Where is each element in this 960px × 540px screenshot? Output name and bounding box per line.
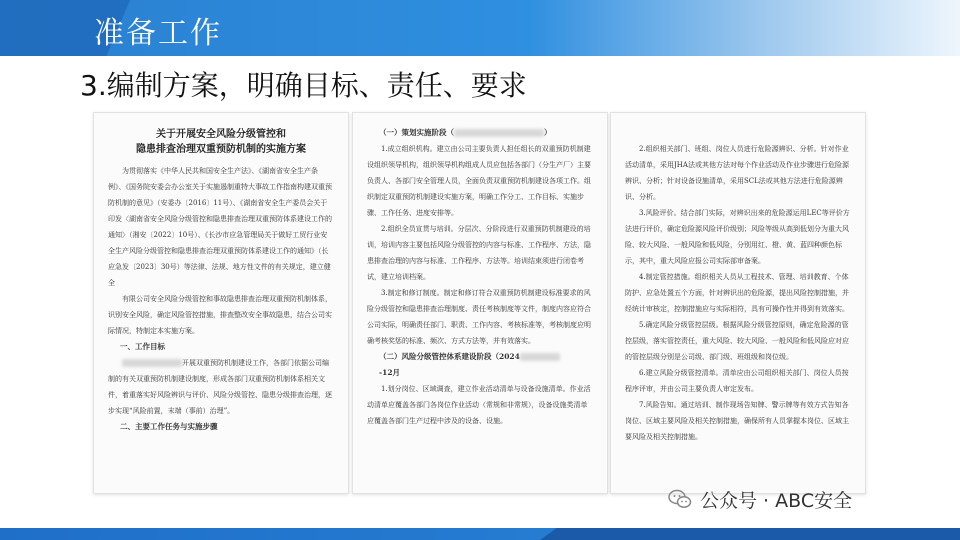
document-page-3	[610, 112, 866, 494]
document-title	[94, 127, 348, 157]
document-title-line-1: 关于开展安全风险分级管控和	[156, 129, 286, 140]
watermark	[668, 488, 852, 510]
redaction	[122, 359, 182, 367]
redaction	[454, 129, 544, 137]
slide-subtitle: 3.编制方案，明确目标、责任、要求	[80, 69, 527, 102]
doc1-paragraph-2: 有限公司安全风险分级管控和事故隐患排查治理双重预防机制体系，识别安全风险，确定风险管控措施，排查整改安全事故隐患，结合公司实际情况，特制定本实施方案。	[108, 295, 332, 335]
document-page-1	[93, 112, 349, 494]
doc1-paragraph-1: 为贯彻落实《中华人民共和国安全生产法》、《湖南省安全生产条例》、《国务院安委会办公室关于实施遏制重特大事故工作指南构建双重预防机制的意见》（安委办〔2016〕11号）、《湖南省安全生产委员会关于印发〈湖南省安全风险分级管控和隐患排查治理双重预防体系建设工作的通知〉（湘安〔2022〕10号）、《长沙市应急管理局关于做好工贸行业安全生产风险分级管控和隐患排查治理双重预防体系建设工作的通知》（长应急发〔2023〕30号）等法律、法规、地方性文件的有关规定，建立健全	[108, 167, 332, 287]
footer-accent	[540, 528, 960, 540]
document-page-2	[352, 112, 608, 494]
header-bar	[0, 0, 960, 56]
slide-title: 准备工作	[94, 16, 222, 51]
footer-bar	[0, 528, 960, 540]
doc1-paragraph-3: 开展双重预防机制建设工作，各部门依据公司编制的有关双重预防机制建设制度，形成各部门双重预防机制体系相关文件，着重落实好风险辨识与评价、风险分级管控、隐患分级排查治理，逐步实现“风险前置，末端（事前）治理”。	[108, 359, 332, 415]
doc2-heading-2: （二）风险分级管控体系建设阶段（2024	[353, 349, 607, 365]
doc3-paragraph-6: 7.风险告知。通过培训、制作现场告知牌、警示牌等有效方式告知各岗位、区域主要风险及相关控制措施，确保所有人员掌握本岗位、区域主要风险及相关控制措施。	[625, 401, 849, 441]
doc2-heading-2b: -12月	[379, 368, 401, 377]
doc1-heading-2: 二、主要工作任务与实施步骤	[120, 422, 218, 431]
doc3-paragraph-3: 4.制定管控措施。组织相关人员从工程技术、管理、培训教育、个体防护、应急处置五个方面，针对辨识出的危险源，提出风险控制措施，并经统计审核定，控制措施应与实际相符，具有可操作性并得到有效落实。	[625, 273, 849, 313]
doc2-paragraph-4: 1.划分岗位、区域调查，建立作业活动清单与设备设施清单。作业活动清单应覆盖各部门各岗位作业活动（常规和非常规），设备设施类清单应覆盖各部门生产过程中涉及的设备、设施。	[367, 385, 591, 425]
doc2-paragraph-1: 1.成立组织机构。建立由公司主要负责人担任组长的双重预防机制建设组织领导机构，组织领导机构组成人员应包括各部门（分生产厂）主要负责人、各部门安全管理人员，全面负责双重预防机制建设各项工作。组织制定双重预防机制建设实施方案，明确工作分工、工作目标、实施步骤、工作任务、进度安排等。	[367, 145, 591, 217]
doc3-paragraph-2: 3.风险评价。结合部门实际，对辨识出来的危险源运用LEC等评价方法进行评价，确定危险源风险评价级别；风险等级从高到低划分为重大风险、较大风险、一般风险和低风险，分别用红、橙、黄、蓝四种颜色标示，其中，重大风险应报公司实际部审备案。	[625, 209, 850, 265]
doc3-paragraph-5: 6.建立风险分级管控清单。清单应由公司组织相关部门、岗位人员按程序评审，并由公司主要负责人审定发布。	[625, 369, 849, 393]
doc1-heading-1: 一、工作目标	[120, 342, 165, 351]
watermark-text: 公众号 · ABC安全	[700, 489, 853, 512]
doc2-paragraph-3: 3.制定和修订制度。制定和修订符合双重预防机制建设标准要求的风险分级管控和隐患排查治理制度、责任考核制度等文件，制度内容应符合公司实际，明确责任部门、职责、工作内容、考核标准等，考核制度应明确考核奖惩的标准、频次、方式方法等，并有效落实。	[367, 289, 591, 345]
doc3-paragraph-4: 5.确定风险分级管控层级。根据风险分级管控原则，确定危险源的管控层级，落实管控责任，重大风险、较大风险、一般风险和低风险应对应的管控层级分别是公司级、部门级、班组级和岗位级。	[625, 321, 849, 361]
doc2-heading-1: （一）策划实施阶段（ ）	[379, 128, 552, 137]
doc2-paragraph-2: 2.组织全员宣贯与培训。分层次、分阶段进行双重预防机制建设的培训，培训内容主要包括风险分级管控的内容与标准、工作程序、方法，隐患排查治理的内容与标准、工作程序、方法等。培训结束须进行闭卷考试，建立培训档案。	[367, 225, 591, 281]
document-title-line-2: 隐患排查治理双重预防机制的实施方案	[136, 144, 306, 155]
doc3-paragraph-1: 2.组织相关部门、班组、岗位人员进行危险源辨识、分析。针对作业活动清单，采用JHA法或其他方法对每个作业活动及作业步骤进行危险源辨识、分析；针对设备设施清单，采用SCL法或其他方法进行危险源辨识、分析。	[625, 145, 849, 201]
redaction	[520, 353, 560, 361]
wechat-icon	[668, 488, 692, 510]
